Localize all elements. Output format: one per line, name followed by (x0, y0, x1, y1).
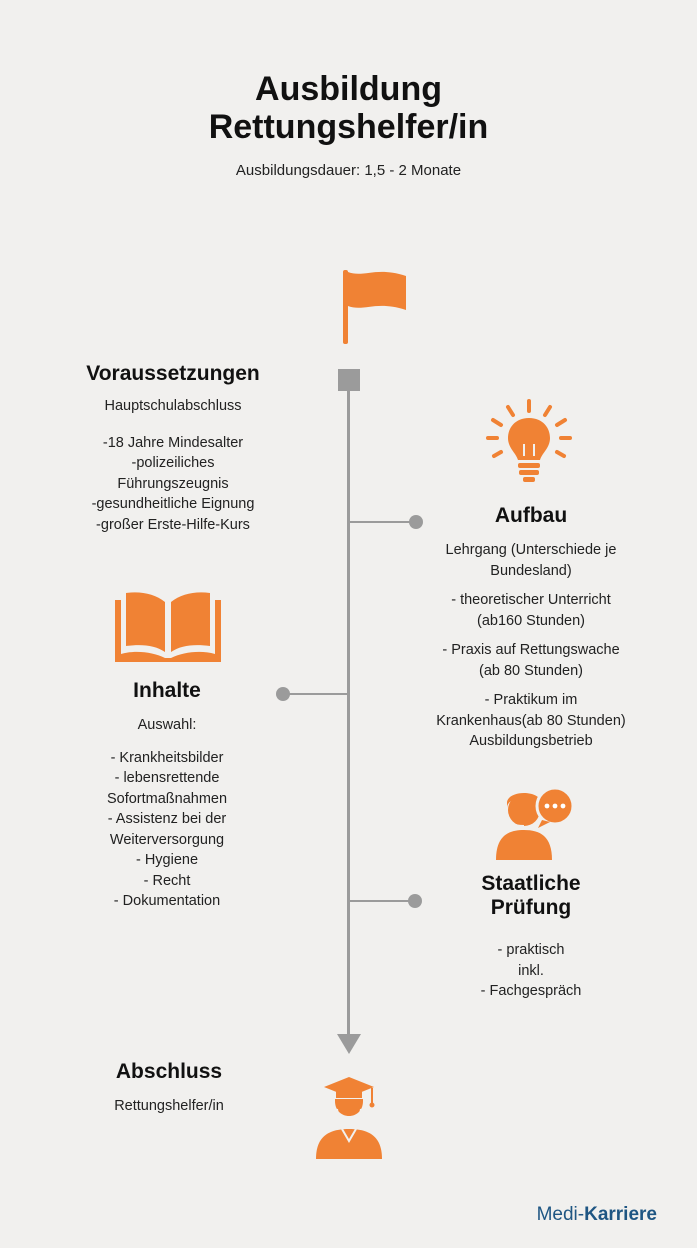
body-line: - Krankheitsbilder (110, 749, 224, 766)
graduate-icon (314, 1075, 384, 1159)
section-title: Abschluss (115, 1060, 223, 1083)
section-body (44, 1096, 294, 1117)
section-body (402, 540, 660, 752)
body-line: (ab160 Stunden) (476, 612, 586, 629)
section-body (402, 940, 660, 1002)
section-pruefung (402, 872, 660, 1002)
section-body (48, 396, 298, 535)
logo-part-1: Medi- (536, 1204, 585, 1225)
body-line: - praktisch (497, 942, 565, 958)
body-line: Hauptschulabschluss (104, 398, 242, 414)
body-line: Auswahl: (137, 717, 197, 733)
title-line: Staatliche (481, 872, 581, 895)
section-title: Voraussetzungen (86, 362, 260, 385)
body-line: Weiterversorgung (109, 831, 225, 848)
title-line-1: Ausbildung (255, 70, 442, 108)
body-line: - Fachgespräch (480, 983, 582, 999)
section-aufbau (402, 504, 660, 752)
timeline-arrow-icon (337, 1032, 361, 1056)
logo-part-2: Karriere (584, 1204, 657, 1225)
title-line-2: Rettungshelfer/in (208, 108, 489, 146)
body-line: - Praktikum im (484, 692, 578, 708)
section-body (42, 715, 292, 912)
body-line: - Recht (143, 872, 191, 889)
body-line: -gesundheitliche Eignung (91, 496, 255, 512)
body-line: - Praxis auf Rettungswache (442, 642, 620, 658)
page-title (0, 70, 697, 146)
section-title (402, 872, 660, 920)
connector-inhalte (283, 693, 349, 695)
body-line: inkl. (518, 962, 544, 979)
body-line: -18 Jahre Mindesalter (102, 434, 244, 451)
body-line: Krankenhaus(ab 80 Stunden) (436, 712, 626, 729)
body-line: -polizeiliches (131, 455, 215, 471)
body-line: Führungszeugnis (117, 475, 229, 492)
flag-icon (336, 268, 408, 348)
body-line: - Dokumentation (113, 893, 221, 909)
duration-text: Ausbildungsdauer: 1,5 - 2 Monate (235, 162, 462, 179)
body-line: Rettungshelfer/in (114, 1098, 224, 1114)
person-chat-icon (494, 780, 574, 860)
body-line: Sofortmaßnahmen (106, 790, 228, 807)
timeline-line (347, 388, 350, 1034)
body-line: - Assistenz bei der (107, 811, 227, 827)
body-line: - Hygiene (135, 852, 199, 868)
lightbulb-icon (484, 398, 574, 488)
body-line: - lebensrettende (114, 770, 220, 786)
title-line: Prüfung (490, 896, 572, 919)
body-line: - theoretischer Unterricht (451, 592, 611, 608)
section-abschluss (44, 1060, 294, 1117)
body-line: Bundesland) (490, 562, 572, 579)
section-title: Inhalte (133, 679, 201, 702)
section-inhalte (42, 679, 292, 912)
section-voraussetzungen (48, 362, 298, 535)
body-line: (ab 80 Stunden) (479, 662, 583, 679)
brand-logo (537, 1204, 657, 1226)
body-line: -großer Erste-Hilfe-Kurs (96, 516, 250, 533)
book-icon (115, 590, 221, 662)
section-title: Aufbau (494, 504, 568, 527)
body-line: Lehrgang (Unterschiede je (445, 542, 617, 558)
body-line: Ausbildungsbetrieb (469, 733, 593, 749)
